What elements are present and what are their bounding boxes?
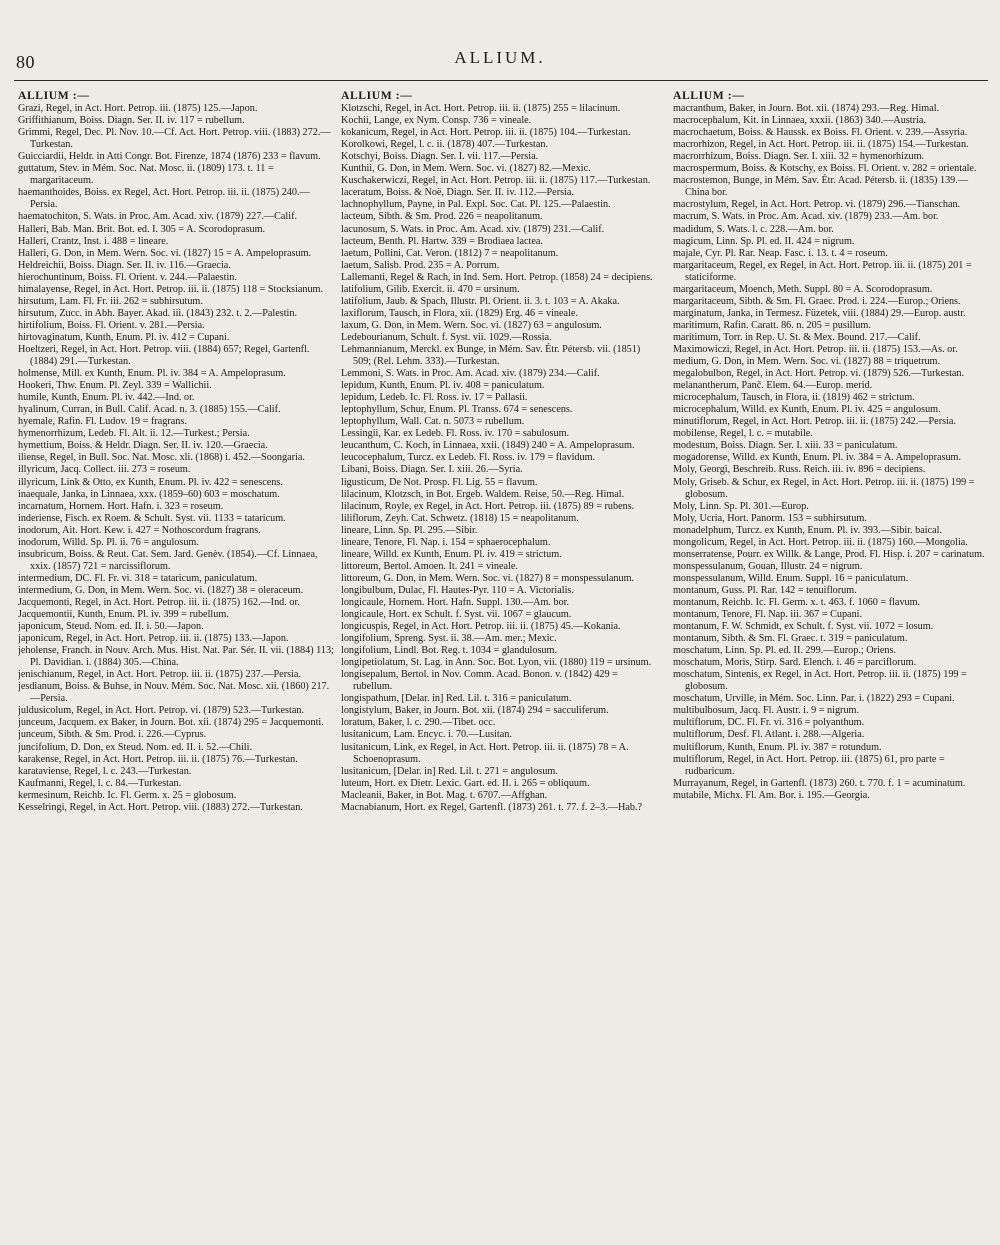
column-right: [673, 90, 991, 1240]
index-entry: juldusicolum, Regel, in Act. Hort. Petrop. vi. (1879) 523.—Turkestan.: [18, 705, 304, 717]
index-entry: latifolium, Gilib. Exercit. ii. 470 = ursinum.: [341, 283, 520, 295]
index-entry: lineare, Willd. ex Kunth, Enum. Pl. iv. 419 = strictum.: [341, 548, 562, 560]
index-entry: laetum, Pollini, Cat. Veron. (1812) 7 = neapolitanum.: [341, 247, 559, 259]
index-entry: Klotzschi, Regel, in Act. Hort. Petrop. iii. ii. (1875) 255 = lilacinum.: [341, 103, 621, 115]
index-entry: monspessulanum, Willd. Enum. Suppl. 16 = paniculatum.: [673, 572, 909, 584]
index-entry: illyricum, Link & Otto, ex Kunth, Enum. Pl. iv. 422 = senescens.: [18, 476, 283, 488]
column-heading: ALLIUM :—: [673, 90, 745, 102]
index-entry: megalobulbon, Regel, in Act. Hort. Petrop. vi. (1879) 526.—Turkestan.: [673, 368, 965, 380]
index-entry: kokanicum, Regel, in Act. Hort. Petrop. iii. ii. (1875) 104.—Turkestan.: [341, 127, 631, 139]
index-entry: macrum, S. Wats. in Proc. Am. Acad. xiv. (1879) 233.—Am. bor.: [673, 211, 939, 223]
index-entry: Kunthii, G. Don, in Mem. Wern. Soc. vi. (1827) 82.—Mexic.: [341, 163, 591, 175]
index-entry: karakense, Regel, in Act. Hort. Petrop. iii. ii. (1875) 76.—Turkestan.: [18, 753, 298, 765]
index-entry: Kaufmanni, Regel, l. c. 84.—Turkestan.: [18, 777, 182, 789]
index-entry: littoreum, G. Don, in Mem. Wern. Soc. vi. (1827) 8 = monspessulanum.: [341, 572, 635, 584]
index-entry: Hookeri, Thw. Enum. Pl. Zeyl. 339 = Wallichii.: [18, 380, 212, 392]
index-entry: marginatum, Janka, in Termesz. Füzetek, viii. (1884) 29.—Europ. austr.: [673, 307, 966, 319]
index-entry: macrostylum, Regel, in Act. Hort. Petrop. vi. (1879) 296.—Tianschan.: [673, 199, 961, 211]
index-entry: Korolkowi, Regel, l. c. ii. (1878) 407.—Turkestan.: [341, 139, 549, 151]
index-entry: littoreum, Bertol. Amoen. It. 241 = vineale.: [341, 560, 518, 572]
index-entry: longipetiolatum, St. Lag. in Ann. Soc. Bot. Lyon, vii. (1880) 119 = ursinum.: [341, 657, 652, 669]
index-entry: Maximowiczi, Regel, in Act. Hort. Petrop. iii. ii. (1875) 153.—As. or.: [673, 343, 958, 355]
index-entry: Moly, Georgi, Beschreib. Russ. Reich. iii. iv. 896 = decipiens.: [673, 464, 926, 476]
index-entry: hyemale, Rafin. Fl. Ludov. 19 = fragrans.: [18, 416, 187, 428]
index-entry: Halleri, G. Don, in Mem. Wern. Soc. vi. (1827) 15 = A. Ampeloprasum.: [18, 247, 312, 259]
index-entry: monserratense, Pourr. ex Willk. & Lange, Prod. Fl. Hisp. i. 207 = carinatum.: [673, 548, 985, 560]
index-entry: Moly, Linn. Sp. Pl. 301.—Europ.: [673, 500, 809, 512]
index-entry: lilacinum, Klotzsch, in Bot. Ergeb. Waldem. Reise, 50.—Reg. Himal.: [341, 488, 625, 500]
index-entry: Macnabianum, Hort. ex Regel, Gartenfl. (1873) 261. t. 77. f. 2–3.—Hab.?: [341, 801, 643, 813]
index-entry: moschatum, Linn. Sp. Pl. ed. II. 299.—Europ.; Oriens.: [673, 645, 896, 657]
index-entry: microcephalum, Tausch, in Flora, ii. (1819) 462 = strictum.: [673, 392, 915, 404]
entry-list: [341, 103, 659, 814]
index-entry: moschatum, Sintenis, ex Regel, in Act. Hort. Petrop. iii. ii. (1875) 199 = globosum.: [673, 669, 967, 693]
index-entry: Guicciardii, Heldr. in Atti Congr. Bot. Firenze, 1874 (1876) 233 = flavum.: [18, 151, 321, 163]
index-entry: Halleri, Bab. Man. Brit. Bot. ed. I. 305 = A. Scorodoprasum.: [18, 223, 266, 235]
header-rule: [14, 80, 988, 81]
index-entry: holmense, Mill. ex Kunth, Enum. Pl. iv. 384 = A. Ampeloprasum.: [18, 368, 286, 380]
index-entry: melanantherum, Panč. Elem. 64.—Europ. merid.: [673, 380, 873, 392]
index-entry: karataviense, Regel, l. c. 243.—Turkestan.: [18, 765, 192, 777]
index-entry: madidum, S. Wats. l. c. 228.—Am. bor.: [673, 223, 834, 235]
index-entry: Kesselringi, Regel, in Act. Hort. Petrop. viii. (1883) 272.—Turkestan.: [18, 801, 303, 813]
index-entry: hymenorrhizum, Ledeb. Fl. Alt. ii. 12.—Turkest.; Persia.: [18, 428, 250, 440]
index-entry: Lemmoni, S. Wats. in Proc. Am. Acad. xiv. (1879) 234.—Calif.: [341, 368, 600, 380]
index-entry: jesdianum, Boiss. & Buhse, in Nouv. Mém. Soc. Nat. Mosc. xii. (1860) 217.—Persia.: [18, 681, 330, 705]
index-entry: hirtifolium, Boiss. Fl. Orient. v. 281.—Persia.: [18, 319, 205, 331]
index-entry: junceum, Sibth. & Sm. Prod. i. 226.—Cyprus.: [18, 729, 207, 741]
index-entry: intermedium, DC. Fl. Fr. vi. 318 = tataricum, paniculatum.: [18, 572, 258, 584]
index-entry: lacteum, Benth. Pl. Hartw. 339 = Brodiaea lactea.: [341, 235, 543, 247]
index-entry: montanum, Reichb. Ic. Fl. Germ. x. t. 463. f. 1060 = flavum.: [673, 596, 921, 608]
index-entry: Lallemanti, Regel & Rach, in Ind. Sem. Hort. Petrop. (1858) 24 = decipiens.: [341, 271, 653, 283]
index-entry: longifolium, Spreng. Syst. ii. 38.—Am. mer.; Mexic.: [341, 633, 557, 645]
index-entry: longicaule, Hort. ex Schult. f. Syst. vii. 1067 = glaucum.: [341, 609, 572, 621]
index-entry: Macleanii, Baker, in Bot. Mag. t. 6707.—Affghan.: [341, 789, 548, 801]
index-entry: Grazi, Regel, in Act. Hort. Petrop. iii. (1875) 125.—Japon.: [18, 103, 258, 115]
index-entry: Lessingii, Kar. ex Ledeb. Fl. Ross. iv. 170 = sabulosum.: [341, 428, 570, 440]
index-entry: humile, Kunth, Enum. Pl. iv. 442.—Ind. or.: [18, 392, 195, 404]
index-entry: juncifolium, D. Don, ex Steud. Nom. ed. II. i. 52.—Chili.: [18, 741, 253, 753]
index-entry: majale, Cyr. Pl. Rar. Neap. Fasc. i. 13. t. 4 = roseum.: [673, 247, 888, 259]
index-entry: longibulbum, Dulac, Fl. Hautes-Pyr. 110 = A. Victorialis.: [341, 584, 574, 596]
index-entry: montanum, F. W. Schmidt, ex Schult. f. Syst. vii. 1072 = losum.: [673, 621, 934, 633]
index-entry: junceum, Jacquem. ex Baker, in Journ. Bot. xii. (1874) 295 = Jacquemonti.: [18, 717, 324, 729]
index-entry: macrochaetum, Boiss. & Haussk. ex Boiss. Fl. Orient. v. 239.—Assyria.: [673, 127, 968, 139]
index-entry: lepidum, Kunth, Enum. Pl. iv. 408 = paniculatum.: [341, 380, 545, 392]
index-entry: montanum, Tenore, Fl. Nap. iii. 367 = Cupani.: [673, 609, 863, 621]
index-entry: mogadorense, Willd. ex Kunth, Enum. Pl. iv. 384 = A. Ampeloprasum.: [673, 452, 962, 464]
index-entry: longicuspis, Regel, in Act. Hort. Petrop. iii. ii. (1875) 45.—Kokania.: [341, 621, 621, 633]
index-entry: montanum, Sibth. & Sm. Fl. Graec. t. 319 = paniculatum.: [673, 633, 908, 645]
index-entry: lacunosum, S. Wats. in Proc. Am. Acad. xiv. (1879) 231.—Calif.: [341, 223, 605, 235]
index-entry: incarnatum, Hornem. Hort. Hafn. i. 323 = roseum.: [18, 500, 224, 512]
index-entry: guttatum, Stev. in Mém. Soc. Nat. Mosc. ii. (1809) 173. t. 11 = margaritaceum.: [18, 163, 274, 187]
index-entry: magicum, Linn. Sp. Pl. ed. II. 424 = nigrum.: [673, 235, 855, 247]
index-entry: modestum, Boiss. Diagn. Ser. I. xiii. 33 = paniculatum.: [673, 440, 898, 452]
index-entry: maritimum, Torr. in Rep. U. St. & Mex. Bound. 217.—Calif.: [673, 331, 921, 343]
index-entry: multiflorum, DC. Fl. Fr. vi. 316 = polyanthum.: [673, 717, 865, 729]
index-entry: jenischianum, Regel, in Act. Hort. Petrop. iii. ii. (1875) 237.—Persia.: [18, 669, 301, 681]
entry-list: [18, 103, 336, 814]
index-entry: lineare, Linn. Sp. Pl. 295.—Sibir.: [341, 524, 478, 536]
index-entry: macranthum, Baker, in Journ. Bot. xii. (1874) 293.—Reg. Himal.: [673, 103, 940, 115]
index-entry: multiflorum, Desf. Fl. Atlant. i. 288.—Algeria.: [673, 729, 865, 741]
column-heading: ALLIUM :—: [341, 90, 413, 102]
index-entry: Griffithianum, Boiss. Diagn. Ser. II. iv. 117 = rubellum.: [18, 115, 245, 127]
index-entry: margaritaceum, Sibth. & Sm. Fl. Graec. Prod. i. 224.—Europ.; Oriens.: [673, 295, 961, 307]
index-entry: lepidum, Ledeb. Ic. Fl. Ross. iv. 17 = Pallasii.: [341, 392, 528, 404]
index-entry: Jacquemontii, Kunth, Enum. Pl. iv. 399 = rubellum.: [18, 609, 229, 621]
index-entry: himalayense, Regel, in Act. Hort. Petrop. iii. ii. (1875) 118 = Stocksianum.: [18, 283, 324, 295]
index-entry: hirtovaginatum, Kunth, Enum. Pl. iv. 412 = Cupani.: [18, 331, 230, 343]
index-entry: insubricum, Boiss. & Reut. Cat. Sem. Jard. Genèv. (1854).—Cf. Linnaea, xxix. (1857) 721 = narcissiflorum.: [18, 548, 318, 572]
index-entry: Kochii, Lange, ex Nym. Consp. 736 = vineale.: [341, 115, 532, 127]
index-entry: longifolium, Lindl. Bot. Reg. t. 1034 = glandulosum.: [341, 645, 558, 657]
index-entry: haemanthoides, Boiss. ex Regel, Act. Hort. Petrop. iii. ii. (1875) 240.—Persia.: [18, 187, 310, 211]
index-entry: inderiense, Fisch. ex Roem. & Schult. Syst. vii. 1133 = tataricum.: [18, 512, 286, 524]
index-entry: lusitanicum, Link, ex Regel, in Act. Hort. Petrop. iii. ii. (1875) 78 = A. Schoenoprasum.: [341, 741, 629, 765]
index-entry: longispathum, [Delar. in] Red. Lil. t. 316 = paniculatum.: [341, 693, 572, 705]
index-entry: multibulbosum, Jacq. Fl. Austr. i. 9 = nigrum.: [673, 705, 860, 717]
index-entry: luteum, Hort. ex Dietr. Lexic. Gart. ed. II. i. 265 = obliquum.: [341, 777, 590, 789]
index-entry: intermedium, G. Don, in Mem. Wern. Soc. vi. (1827) 38 = oleraceum.: [18, 584, 304, 596]
index-entry: macrospermum, Boiss. & Kotschy, ex Boiss. Fl. Orient. v. 282 = orientale.: [673, 163, 977, 175]
index-entry: medium, G. Don, in Mem. Wern. Soc. vi. (1827) 88 = triquetrum.: [673, 356, 941, 368]
index-entry: Moly, Griseb. & Schur, ex Regel, in Act. Hort. Petrop. iii. ii. (1875) 199 = globosum.: [673, 476, 975, 500]
index-entry: multiflorum, Kunth, Enum. Pl. iv. 387 = rotundum.: [673, 741, 882, 753]
index-entry: japonicum, Steud. Nom. ed. II. i. 50.—Japon.: [18, 621, 204, 633]
column-heading: ALLIUM :—: [18, 90, 90, 102]
index-entry: longistylum, Baker, in Journ. Bot. xii. (1874) 294 = sacculiferum.: [341, 705, 609, 717]
index-entry: leptophyllum, Schur, Enum. Pl. Transs. 674 = senescens.: [341, 404, 573, 416]
index-entry: haematochiton, S. Wats. in Proc. Am. Acad. xiv. (1879) 227.—Calif.: [18, 211, 298, 223]
index-entry: Halleri, Crantz, Inst. i. 488 = lineare.: [18, 235, 169, 247]
index-entry: hierochuntinum, Boiss. Fl. Orient. v. 244.—Palaestin.: [18, 271, 237, 283]
index-entry: mutabile, Michx. Fl. Am. Bor. i. 195.—Georgia.: [673, 789, 870, 801]
index-entry: mobilense, Regel, l. c. = mutabile.: [673, 428, 813, 440]
index-entry: lachnophyllum, Payne, in Pal. Expl. Soc. Cat. Pl. 125.—Palaestin.: [341, 199, 611, 211]
index-entry: margaritaceum, Regel, ex Regel, in Act. Hort. Petrop. iii. ii. (1875) 201 = staticiforme.: [673, 259, 972, 283]
index-entry: ligusticum, De Not. Prosp. Fl. Lig. 55 = flavum.: [341, 476, 538, 488]
index-entry: inodorum, Ait. Hort. Kew. i. 427 = Nothoscordum fragrans.: [18, 524, 261, 536]
index-entry: maritimum, Rafin. Caratt. 86. n. 205 = pusillum.: [673, 319, 871, 331]
index-entry: illyricum, Jacq. Collect. iii. 273 = roseum.: [18, 464, 191, 476]
index-entry: hyalinum, Curran, in Bull. Calif. Acad. n. 3. (1885) 155.—Calif.: [18, 404, 281, 416]
index-entry: macrostemon, Bunge, in Mém. Sav. Étr. Acad. Pétersb. ii. (1835) 139.—China bor.: [673, 175, 969, 199]
index-entry: jeholense, Franch. in Nouv. Arch. Mus. Hist. Nat. Par. Sér. II. vii. (1884) 113; Pl. Davidian. i. (1884) 305.—China.: [18, 645, 334, 669]
index-entry: Murrayanum, Regel, in Gartenfl. (1873) 260. t. 770. f. 1 = acuminatum.: [673, 777, 966, 789]
running-head: ALLIUM.: [454, 48, 546, 67]
index-entry: inaequale, Janka, in Linnaea, xxx. (1859–60) 603 = moschatum.: [18, 488, 280, 500]
index-entry: macrorhizon, Regel, in Act. Hort. Petrop. iii. ii. (1875) 154.—Turkestan.: [673, 139, 969, 151]
index-entry: kermesinum, Reichb. Ic. Fl. Germ. x. 25 = globosum.: [18, 789, 237, 801]
index-entry: Grimmi, Regel, Dec. Pl. Nov. 10.—Cf. Act. Hort. Petrop. viii. (1883) 272.—Turkestan.: [18, 127, 331, 151]
page-header: [0, 0, 1000, 82]
index-entry: Jacquemonti, Regel, in Act. Hort. Petrop. iii. ii. (1875) 162.—Ind. or.: [18, 596, 300, 608]
index-entry: leucocephalum, Turcz. ex Ledeb. Fl. Ross. iv. 179 = flavidum.: [341, 452, 596, 464]
index-entry: leucanthum, C. Koch, in Linnaea, xxii. (1849) 240 = A. Ampeloprasum.: [341, 440, 635, 452]
index-entry: mongolicum, Regel, in Act. Hort. Petrop. iii. ii. (1875) 160.—Mongolia.: [673, 536, 968, 548]
index-entry: monspessulanum, Gouan, Illustr. 24 = nigrum.: [673, 560, 863, 572]
index-entry: hirsutum, Lam. Fl. Fr. iii. 262 = subhirsutum.: [18, 295, 203, 307]
index-entry: Kotschyi, Boiss. Diagn. Ser. I. vii. 117.—Persia.: [341, 151, 539, 163]
index-entry: lineare, Tenore, Fl. Nap. i. 154 = sphaerocephalum.: [341, 536, 551, 548]
index-entry: microcephalum, Willd. ex Kunth, Enum. Pl. iv. 425 = angulosum.: [673, 404, 941, 416]
index-entry: leptophyllum, Wall. Cat. n. 5073 = rubellum.: [341, 416, 525, 428]
index-entry: lilacinum, Royle, ex Regel, in Act. Hort. Petrop. iii. (1875) 89 = rubens.: [341, 500, 635, 512]
entry-list: [673, 103, 991, 802]
index-entry: Kuschakerwiczi, Regel, in Act. Hort. Petrop. iii. ii. (1875) 117.—Turkestan.: [341, 175, 651, 187]
index-entry: latifolium, Jaub. & Spach, Illustr. Pl. Orient. ii. 3. t. 103 = A. Akaka.: [341, 295, 620, 307]
index-entry: lusitanicum, Lam. Encyc. i. 70.—Lusitan.: [341, 729, 512, 741]
column-left: [18, 90, 336, 1240]
index-entry: hymettium, Boiss. & Heldr. Diagn. Ser. II. iv. 120.—Graecia.: [18, 440, 268, 452]
index-entry: macrorrhizum, Boiss. Diagn. Ser. I. xiii. 32 = hymenorhizum.: [673, 151, 925, 163]
index-entry: Ledebourianum, Schult. f. Syst. vii. 1029.—Rossia.: [341, 331, 552, 343]
index-entry: iliense, Regel, in Bull. Soc. Nat. Mosc. xli. (1868) i. 452.—Soongaria.: [18, 452, 305, 464]
index-entry: lusitanicum, [Delar. in] Red. Lil. t. 271 = angulosum.: [341, 765, 558, 777]
index-entry: laetum, Salisb. Prod. 235 = A. Porrum.: [341, 259, 500, 271]
index-entry: laceratum, Boiss. & Noë, Diagn. Ser. II. iv. 112.—Persia.: [341, 187, 574, 199]
index-entry: macrocephalum, Kit. in Linnaea, xxxii. (1863) 340.—Austria.: [673, 115, 926, 127]
index-entry: Libani, Boiss. Diagn. Ser. I. xiii. 26.—Syria.: [341, 464, 523, 476]
index-entry: liliflorum, Zeyh. Cat. Schwetz. (1818) 15 = neapolitanum.: [341, 512, 579, 524]
index-entry: Lehmannianum, Merckl. ex Bunge, in Mém. Sav. Étr. Pétersb. vii. (1851) 509; (Rel. Lehm. 333).—Turkestan.: [341, 343, 641, 368]
index-entry: loratum, Baker, l. c. 290.—Tibet. occ.: [341, 717, 496, 729]
index-entry: lacteum, Sibth. & Sm. Prod. 226 = neapolitanum.: [341, 211, 543, 223]
index-entry: longicaule, Hornem. Hort. Hafn. Suppl. 130.—Am. bor.: [341, 596, 570, 608]
index-entry: minutiflorum, Regel, in Act. Hort. Petrop. iii. ii. (1875) 242.—Persia.: [673, 416, 956, 428]
index-entry: Hoeltzeri, Regel, in Act. Hort. Petrop. viii. (1884) 657; Regel, Gartenfl. (1884) 291.—Turkestan.: [18, 343, 310, 368]
index-entry: moschatum, Urville, in Mém. Soc. Linn. Par. i. (1822) 293 = Cupani.: [673, 693, 955, 705]
index-entry: laxum, G. Don, in Mem. Wern. Soc. vi. (1827) 63 = angulosum.: [341, 319, 602, 331]
index-entry: multiflorum, Regel, in Act. Hort. Petrop. iii. (1875) 61, pro parte = rudbaricum.: [673, 753, 945, 777]
index-entry: Heldreichii, Boiss. Diagn. Ser. II. iv. 116.—Graecia.: [18, 259, 231, 271]
column-middle: [341, 90, 659, 1240]
index-entry: laxiflorum, Tausch, in Flora, xii. (1829) Erg. 46 = vineale.: [341, 307, 578, 319]
page-number: 80: [16, 52, 35, 72]
index-entry: moschatum, Moris, Stirp. Sard. Elench. i. 46 = parciflorum.: [673, 657, 917, 669]
text-columns: [0, 90, 1000, 1240]
index-entry: margaritaceum, Moench, Meth. Suppl. 80 = A. Scorodoprasum.: [673, 283, 933, 295]
index-entry: montanum, Guss. Pl. Rar. 142 = tenuiflorum.: [673, 584, 857, 596]
index-entry: inodorum, Willd. Sp. Pl. ii. 76 = angulosum.: [18, 536, 199, 548]
index-entry: Moly, Ucria, Hort. Panorm. 153 = subhirsutum.: [673, 512, 867, 524]
index-entry: longisepalum, Bertol. in Nov. Comm. Acad. Bonon. v. (1842) 429 = rubellum.: [341, 669, 618, 693]
index-entry: hirsutum, Zucc. in Abh. Bayer. Akad. iii. (1843) 232. t. 2.—Palestin.: [18, 307, 297, 319]
index-entry: monadelphum, Turcz. ex Kunth, Enum. Pl. iv. 393.—Sibir. baical.: [673, 524, 943, 536]
index-entry: japonicum, Regel, in Act. Hort. Petrop. iii. ii. (1875) 133.—Japon.: [18, 633, 289, 645]
